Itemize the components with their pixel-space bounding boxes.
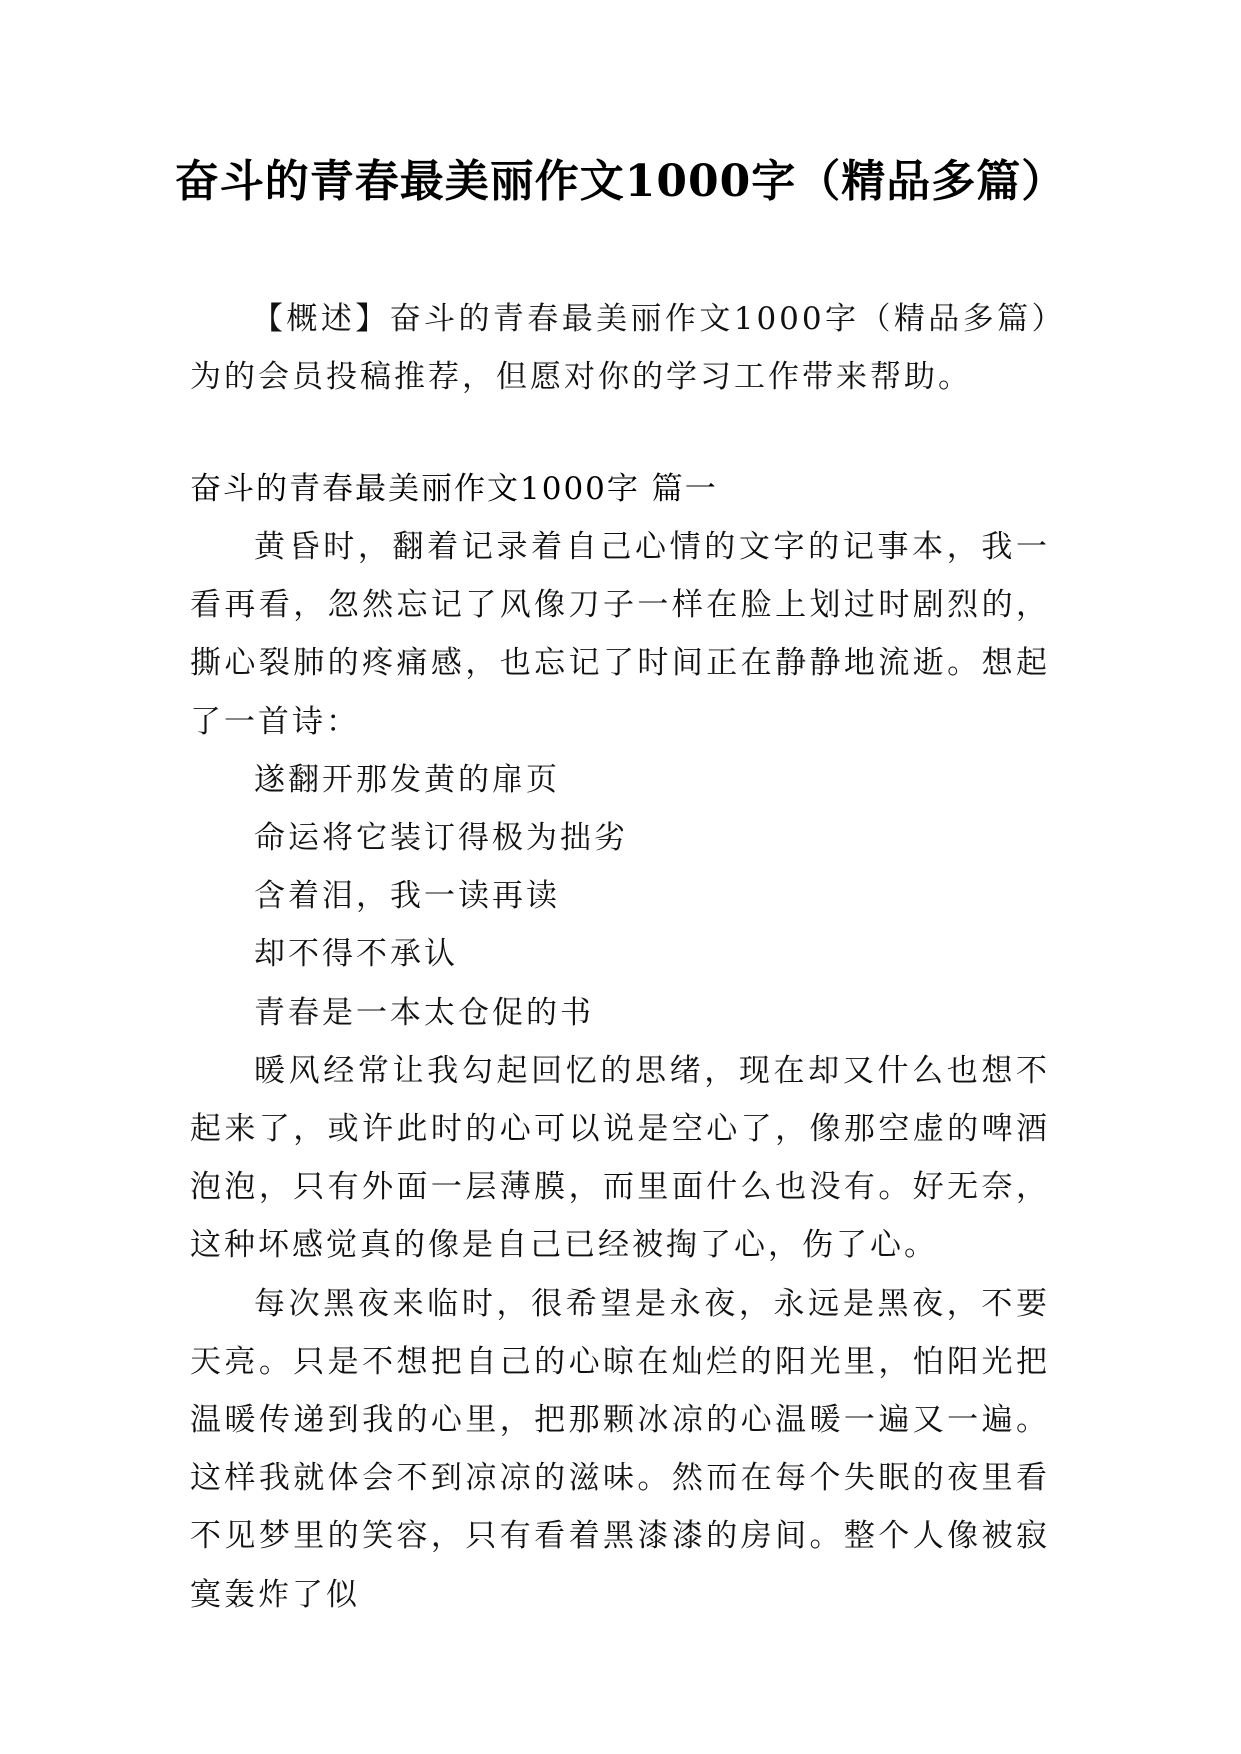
- paragraph-1: 黄昏时，翻着记录着自己心情的文字的记事本，我一看再看，忽然忘记了风像刀子一样在脸上划过时剧烈的，撕心裂肺的疼痛感，也忘记了时间正在静静地流逝。想起了一首诗：: [190, 529, 1050, 740]
- summary-paragraph: 【概述】奋斗的青春最美丽作文1000字（精品多篇）为的会员投稿推荐，但愿对你的学习工作带来帮助。: [190, 301, 1050, 395]
- poem-line-1: 遂翻开那发黄的扉页: [254, 761, 560, 798]
- poem-line-4: 却不得不承认: [254, 936, 458, 973]
- document-title: 奋斗的青春最美丽作文1000字（精品多篇）: [174, 156, 1067, 207]
- poem-line-2: 命运将它装订得极为拙劣: [254, 820, 628, 857]
- poem-line-5: 青春是一本太仓促的书: [254, 994, 594, 1031]
- article-body: [190, 518, 1050, 1624]
- section-heading: 奋斗的青春最美丽作文1000字 篇一: [190, 471, 718, 507]
- paragraph-3: 每次黑夜来临时，很希望是永夜，永远是黑夜，不要天亮。只是不想把自己的心晾在灿烂的阳光里，怕阳光把温暖传递到我的心里，把那颗冰凉的心温暖一遍又一遍。这样我就体会不到凉凉的滋味。然而在每个失眠的夜里看不见梦里的笑容，只有看着黑漆漆的房间。整个人像被寂寞轰炸了似: [190, 1285, 1050, 1613]
- poem-line-3: 含着泪，我一读再读: [254, 878, 560, 915]
- paragraph-2: 暖风经常让我勾起回忆的思绪，现在却又什么也想不起来了，或许此时的心可以说是空心了，像那空虚的啤酒泡泡，只有外面一层薄膜，而里面什么也没有。好无奈，这种坏感觉真的像是自己已经被掏了心，伤了心。: [190, 1052, 1050, 1264]
